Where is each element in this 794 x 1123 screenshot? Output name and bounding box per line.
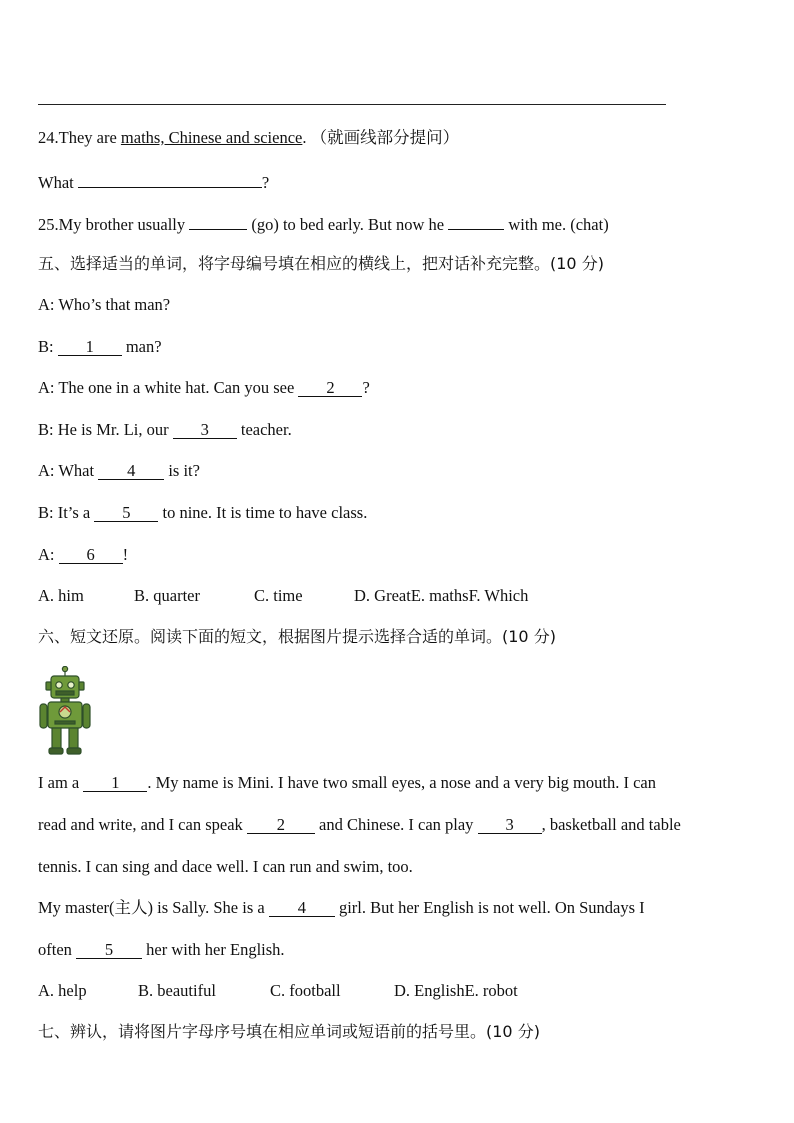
dialogue-text: to nine. It is time to have class. — [158, 503, 368, 522]
dialogue-line — [38, 503, 367, 523]
option-item: B. quarter — [134, 586, 200, 605]
passage-text: girl. But her English is not well. On Sundays I — [334, 898, 645, 917]
dialogue-text: ? — [362, 378, 370, 397]
q24-underlined-text: maths, Chinese and science — [120, 128, 303, 147]
question-24 — [38, 128, 459, 148]
passage-line — [38, 815, 681, 835]
dialogue-text: is it? — [164, 461, 200, 480]
dialogue-line — [38, 295, 170, 315]
dialogue-text: A: Who’s that man? — [38, 295, 171, 314]
option-item: B. beautiful — [138, 981, 216, 1000]
dialogue-line — [38, 378, 370, 398]
option-item: A. help — [38, 981, 87, 1000]
dialogue-blank[interactable]: 6 — [59, 546, 123, 564]
q25-blank-1[interactable] — [189, 212, 247, 230]
passage-text: tennis. I can sing and dace well. I can run and swim, too. — [38, 857, 413, 876]
option-item: E. maths — [410, 586, 469, 605]
dialogue-text: B: It’s a — [38, 503, 95, 522]
option-item: E. robot — [464, 981, 518, 1000]
question-24-answer — [38, 170, 269, 193]
dialogue-text: man? — [121, 337, 162, 356]
dialogue-blank[interactable]: 2 — [298, 379, 362, 397]
section-5-heading: 五、选择适当的单词，将字母编号填在相应的横线上，把对话补充完整。(10 分) — [38, 254, 604, 273]
passage-text: , basketball and table — [541, 815, 681, 834]
dialogue-text: teacher. — [236, 420, 292, 439]
option-item: C. football — [270, 981, 341, 1000]
section-5-options — [38, 586, 528, 606]
dialogue-text: A: What — [38, 461, 99, 480]
q25-text-1: 25.My brother usually — [38, 215, 190, 234]
dialogue-text: A: — [38, 545, 59, 564]
section-6-heading: 六、短文还原。阅读下面的短文，根据图片提示选择合适的单词。(10 分) — [38, 627, 556, 646]
q24-text: They are — [58, 128, 121, 147]
dialogue-text: B: He is Mr. Li, our — [38, 420, 173, 439]
answer-line — [38, 104, 666, 105]
passage-blank[interactable]: 5 — [76, 941, 142, 959]
section-7-heading: 七、辨认，请将图片字母序号填在相应单词或短语前的括号里。(10 分) — [38, 1022, 540, 1041]
q25-text-2: (go) to bed early. But now he — [247, 215, 449, 234]
q24-answer-blank[interactable] — [78, 170, 262, 188]
passage-line — [38, 857, 413, 877]
passage-line — [38, 898, 645, 918]
dialogue-line — [38, 420, 292, 440]
dialogue-blank[interactable]: 5 — [94, 504, 158, 522]
passage-blank[interactable]: 2 — [247, 816, 315, 834]
passage-blank[interactable]: 4 — [269, 899, 335, 917]
dialogue-blank[interactable]: 4 — [98, 462, 164, 480]
passage-text: . My name is Mini. I have two small eyes, a nose and a very big mouth. I can — [147, 773, 656, 792]
passage-line — [38, 773, 656, 793]
passage-text: My master(主人) is Sally. She is a — [38, 898, 269, 917]
q24-number: 24. — [38, 128, 59, 147]
option-item: C. time — [254, 586, 303, 605]
robot-icon — [38, 666, 92, 756]
option-item: D. Great — [354, 586, 411, 605]
section-6-options — [38, 981, 518, 1001]
passage-text: often — [38, 940, 77, 959]
passage-text: I am a — [38, 773, 84, 792]
passage-blank[interactable]: 3 — [478, 816, 542, 834]
question-25 — [38, 212, 609, 235]
q24-instruction: . （就画线部分提问） — [302, 128, 460, 147]
passage-text: her with her English. — [142, 940, 285, 959]
q25-text-3: with me. (chat) — [504, 215, 609, 234]
dialogue-blank[interactable]: 1 — [58, 338, 122, 356]
dialogue-line — [38, 461, 200, 481]
q24-question-mark: ? — [261, 173, 270, 192]
dialogue-line — [38, 337, 162, 357]
passage-text: read and write, and I can speak — [38, 815, 247, 834]
dialogue-text: A: The one in a white hat. Can you see — [38, 378, 299, 397]
dialogue-text: ! — [122, 545, 129, 564]
q24-what: What — [38, 173, 74, 192]
passage-line — [38, 940, 285, 960]
dialogue-blank[interactable]: 3 — [173, 421, 237, 439]
option-item: A. him — [38, 586, 84, 605]
option-item: F. Which — [468, 586, 529, 605]
option-item: D. English — [394, 981, 465, 1000]
passage-text: and Chinese. I can play — [314, 815, 478, 834]
passage-blank[interactable]: 1 — [83, 774, 147, 792]
dialogue-text: B: — [38, 337, 58, 356]
dialogue-line — [38, 545, 128, 565]
q25-blank-2[interactable] — [448, 212, 504, 230]
